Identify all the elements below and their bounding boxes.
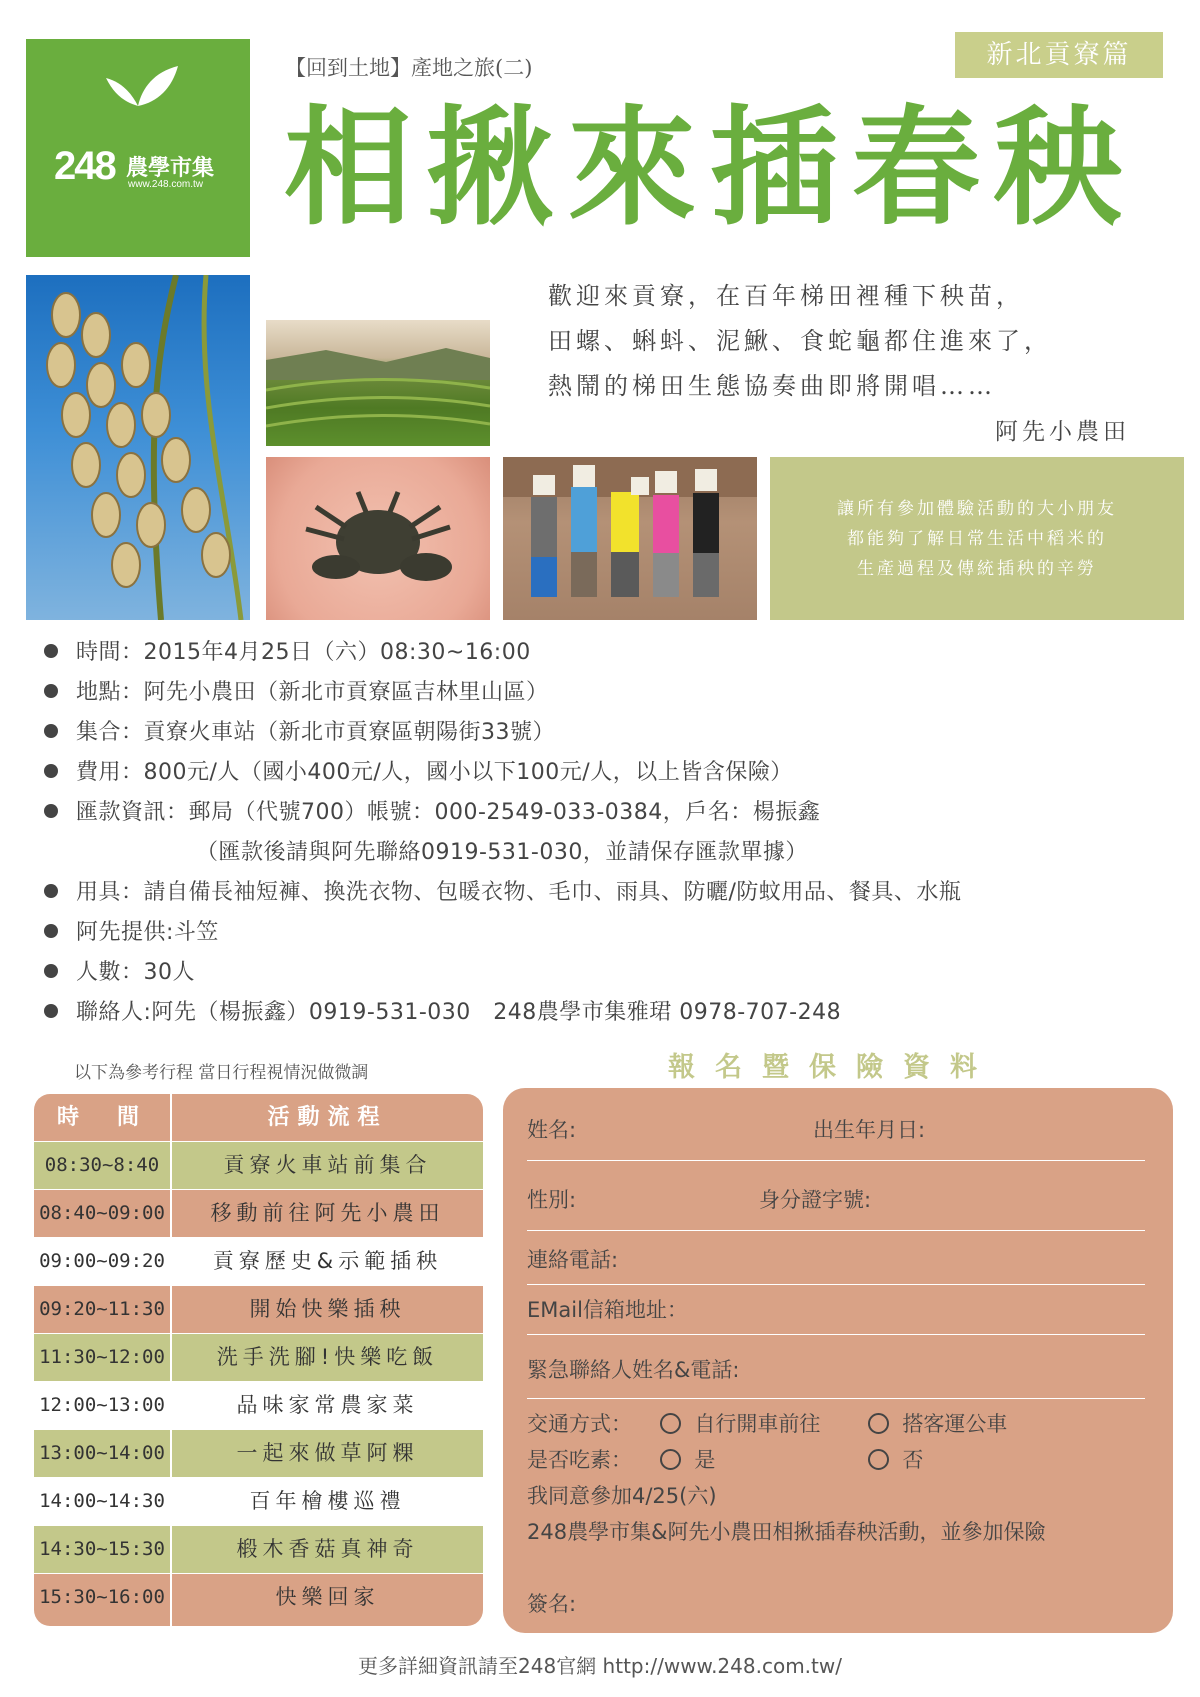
footer-text: 更多詳細資訊請至248官網 http://www.248.com.tw/ [358,1654,842,1678]
schedule-time: 13:00~14:00 [39,1442,165,1464]
vegetarian-option-yes[interactable]: 是 [660,1444,715,1474]
info-item-provided: 阿先提供:斗笠 [44,916,219,950]
bullet-icon [44,644,58,658]
schedule-activity: 品味家常農家菜 [236,1393,419,1417]
schedule-time: 11:30~12:00 [39,1346,165,1368]
schedule-row [34,1382,483,1429]
schedule-activity: 洗手洗腳!快樂吃飯 [216,1345,439,1369]
emergency-contact-field[interactable]: 緊急聯絡人姓名&電話: [527,1358,740,1382]
purpose-note [770,457,1184,620]
schedule-activity: 貢寮火車站前集合 [223,1153,432,1177]
radio-icon[interactable] [660,1413,681,1434]
info-item-place: 地點：阿先小農田（新北市貢寮區吉林里山區） [44,676,549,710]
schedule-activity: 百年檜樓巡禮 [249,1489,406,1513]
people-photo [503,457,757,620]
bullet-icon [44,764,58,778]
info-item-equipment: 用具：請自備長袖短褲、換洗衣物、包暖衣物、毛巾、雨具、防曬/防蚊用品、餐具、水瓶 [44,876,961,910]
schedule-activity: 椴木香菇真神奇 [236,1537,419,1561]
phone-field[interactable]: 連絡電話: [527,1248,619,1272]
radio-icon[interactable] [660,1449,681,1470]
series-subtitle: 【回到土地】產地之旅(二) [285,56,533,80]
schedule-activity: 移動前往阿先小農田 [210,1201,445,1225]
intro-author: 阿先小農田 [995,419,1130,445]
schedule-activity: 一起來做草阿粿 [236,1441,419,1465]
schedule-row [34,1142,483,1189]
intro-text [548,274,1148,409]
logo-number: 248 [54,144,115,188]
divider [527,1160,1145,1161]
divider [527,1284,1145,1285]
schedule-activity: 快樂回家 [275,1585,380,1609]
terrace-photo [266,320,490,446]
info-item-fee: 費用：800元/人（國小400元/人，國小以下100元/人，以上皆含保險） [44,756,793,790]
schedule-time: 14:30~15:30 [39,1538,165,1560]
schedule-note: 以下為參考行程 當日行程視情況做微調 [74,1063,369,1083]
intro-line: 田螺、蝌蚪、泥鰍、食蛇龜都住進來了， [548,327,1052,355]
logo-name: 農學市集 [126,156,215,181]
transport-option-bus[interactable]: 搭客運公車 [868,1408,1007,1438]
bullet-icon [44,724,58,738]
schedule-row [34,1334,483,1381]
people-image [503,457,757,620]
bullet-icon [44,884,58,898]
note-line: 生產過程及傳統插秧的辛勞 [857,559,1097,579]
intro-line: 熱鬧的梯田生態協奏曲即將開唱…… [548,372,996,400]
note-line: 讓所有參加體驗活動的大小朋友 [837,499,1117,519]
signature-field[interactable]: 簽名: [527,1592,577,1616]
schedule-row [34,1430,483,1477]
schedule-row [34,1478,483,1525]
divider [527,1334,1145,1335]
agreement-line: 我同意參加4/25(六) [527,1484,717,1508]
schedule-header-time: 時 間 [56,1105,147,1130]
intro-line: 歡迎來貢寮，在百年梯田裡種下秧苗， [548,282,1024,310]
schedule-time: 15:30~16:00 [39,1586,165,1608]
info-item-time: 時間：2015年4月25日（六）08:30~16:00 [44,636,531,670]
schedule-time: 09:20~11:30 [39,1298,165,1320]
info-item-meeting: 集合：貢寮火車站（新北市貢寮區朝陽街33號） [44,716,555,750]
schedule-time: 14:00~14:30 [39,1490,165,1512]
email-field[interactable]: EMail信箱地址： [527,1298,688,1322]
gender-field[interactable]: 性別: [527,1188,577,1212]
schedule-header-activity: 活動流程 [267,1105,388,1130]
location-badge: 新北貢寮篇 [955,32,1163,78]
registration-form [503,1088,1173,1633]
crab-image [266,457,490,620]
logo-url: www.248.com.tw [128,179,204,190]
schedule-row [34,1574,483,1626]
schedule-row [34,1286,483,1333]
leaf-icon [92,64,184,108]
transport-label: 交通方式： [527,1412,632,1436]
transport-option-car[interactable]: 自行開車前往 [660,1408,820,1438]
schedule-time: 09:00~09:20 [39,1250,165,1272]
radio-icon[interactable] [868,1413,889,1434]
birthday-field[interactable]: 出生年月日: [813,1118,926,1142]
logo [26,39,250,257]
schedule-table [34,1094,483,1626]
rice-stalk-image [26,275,250,620]
bullet-icon [44,684,58,698]
schedule-time: 08:40~09:00 [39,1202,165,1224]
terrace-image [266,320,490,446]
info-item-capacity: 人數：30人 [44,956,195,990]
schedule-row [34,1526,483,1573]
bullet-icon [44,1004,58,1018]
bullet-icon [44,964,58,978]
schedule-activity: 貢寮歷史&示範插秧 [212,1249,443,1273]
vegetarian-label: 是否吃素： [527,1448,632,1472]
divider [527,1230,1145,1231]
vegetarian-option-no[interactable]: 否 [868,1444,923,1474]
schedule-activity: 開始快樂插秧 [249,1297,406,1321]
note-line: 都能夠了解日常生活中稻米的 [847,529,1107,549]
rice-photo [26,275,250,620]
crab-photo [266,457,490,620]
info-item-payment: 匯款資訊：郵局（代號700）帳號：000-2549-033-0384，戶名：楊振鑫 [44,796,820,830]
schedule-time: 12:00~13:00 [39,1394,165,1416]
schedule-header [34,1094,483,1141]
page-title: 相揪來插春秧 [284,94,1137,243]
name-field[interactable]: 姓名: [527,1118,577,1142]
bullet-icon [44,924,58,938]
radio-icon[interactable] [868,1449,889,1470]
divider [527,1398,1145,1399]
schedule-time: 08:30~8:40 [44,1154,160,1176]
schedule-row [34,1190,483,1237]
info-item-payment-note: （匯款後請與阿先聯絡0919-531-030，並請保存匯款單據） [196,840,808,865]
id-number-field[interactable]: 身分證字號: [759,1188,872,1212]
registration-title: 報名暨保險資料 [668,1052,997,1083]
info-item-contact: 聯絡人:阿先（楊振鑫）0919-531-030 248農學市集雅珺 0978-707-248 [44,996,841,1030]
agreement-line: 248農學市集&阿先小農田相揪插春秧活動，並參加保險 [527,1520,1046,1544]
bullet-icon [44,804,58,818]
schedule-row [34,1238,483,1285]
